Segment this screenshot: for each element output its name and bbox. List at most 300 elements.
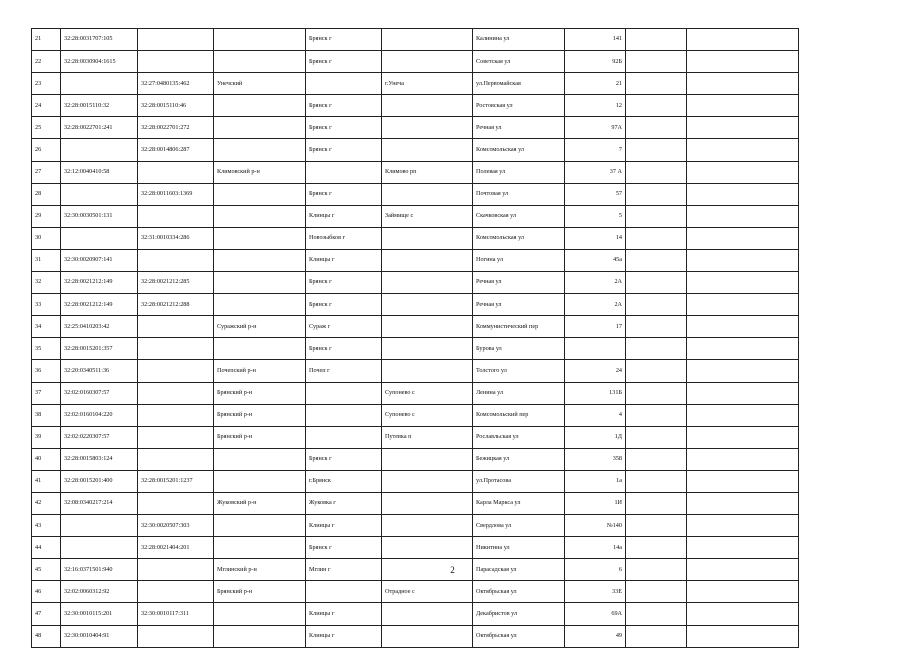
table-cell [687, 316, 799, 338]
table-cell: Отрадное с [382, 581, 473, 603]
table-cell: 33Е [565, 581, 626, 603]
table-cell [138, 426, 214, 448]
table-cell [687, 183, 799, 205]
table-cell: Никитина ул [473, 537, 565, 559]
table-cell: 39 [32, 426, 61, 448]
table-cell: 32:02:0060312:92 [61, 581, 138, 603]
table-cell: Брянск г [306, 95, 382, 117]
table-cell: 32:08:0340217:214 [61, 492, 138, 514]
table-cell: 32:12:0040410:58 [61, 161, 138, 183]
page-number: 2 [450, 565, 455, 575]
table-cell: 131Б [565, 382, 626, 404]
table-cell: Займище с [382, 205, 473, 227]
table-cell: Клинцы г [306, 205, 382, 227]
table-cell: Брянский р-н [214, 426, 306, 448]
table-cell [138, 404, 214, 426]
table-cell [687, 448, 799, 470]
table-cell [626, 272, 687, 294]
table-cell: Брянск г [306, 29, 382, 51]
table-cell: Брянск г [306, 51, 382, 73]
table-cell [214, 95, 306, 117]
table-cell: 32:28:0021212:285 [138, 272, 214, 294]
table-cell: ул.Первомайская [473, 73, 565, 95]
table-cell: 2А [565, 294, 626, 316]
table-cell: 32:30:0030501:131 [61, 205, 138, 227]
table-cell: Суражский р-н [214, 316, 306, 338]
table-cell [138, 205, 214, 227]
table-cell [214, 470, 306, 492]
table-cell: 5 [565, 205, 626, 227]
table-cell [687, 73, 799, 95]
table-cell [687, 51, 799, 73]
table-cell: 40 [32, 448, 61, 470]
table-cell: г.Брянск [306, 470, 382, 492]
table-cell: г.Унеча [382, 73, 473, 95]
table-cell [626, 73, 687, 95]
table-cell [687, 227, 799, 249]
table-cell [382, 139, 473, 161]
table-cell: 32 [32, 272, 61, 294]
table-cell [61, 73, 138, 95]
table-cell: Почтовая ул [473, 183, 565, 205]
table-cell [214, 51, 306, 73]
table-cell: Жуковский р-н [214, 492, 306, 514]
table-row [32, 625, 799, 647]
table-cell: 32:30:0010117:311 [138, 603, 214, 625]
table-cell [382, 272, 473, 294]
table-cell [382, 227, 473, 249]
table-cell: 33 [32, 294, 61, 316]
table-cell: 35 [32, 338, 61, 360]
table-cell [687, 603, 799, 625]
table-cell [626, 51, 687, 73]
table-cell: 38 [32, 404, 61, 426]
table-cell [626, 29, 687, 51]
address-table [31, 28, 799, 648]
table-cell: 47 [32, 603, 61, 625]
table-cell [61, 515, 138, 537]
table-cell [382, 249, 473, 271]
table-cell: 45а [565, 249, 626, 271]
table-row [32, 183, 799, 205]
table-cell [687, 205, 799, 227]
table-cell [382, 448, 473, 470]
table-cell: Супонево с [382, 382, 473, 404]
table-cell [138, 51, 214, 73]
table-cell [626, 470, 687, 492]
table-cell [626, 227, 687, 249]
table-row [32, 581, 799, 603]
table-row [32, 294, 799, 316]
table-cell [214, 294, 306, 316]
table-cell: 57 [565, 183, 626, 205]
table-cell: ул.Протасова [473, 470, 565, 492]
table-row [32, 515, 799, 537]
table-cell [626, 382, 687, 404]
table-cell [214, 205, 306, 227]
table-cell [214, 338, 306, 360]
table-row [32, 227, 799, 249]
table-row [32, 470, 799, 492]
table-cell [626, 492, 687, 514]
table-cell: 32:02:0220307:57 [61, 426, 138, 448]
table-cell: Брянск г [306, 294, 382, 316]
table-cell: 37 А [565, 161, 626, 183]
table-cell [214, 448, 306, 470]
table-cell [382, 338, 473, 360]
table-cell: 25 [32, 117, 61, 139]
table-cell: Парасадская ул [473, 559, 565, 581]
table-cell: Ленина ул [473, 382, 565, 404]
table-cell: 2А [565, 272, 626, 294]
table-cell: Брянский р-н [214, 581, 306, 603]
table-cell [687, 625, 799, 647]
table-row [32, 492, 799, 514]
table-cell: 32:02:0160104:220 [61, 404, 138, 426]
table-cell [306, 426, 382, 448]
table-cell [626, 537, 687, 559]
table-cell: 49 [565, 625, 626, 647]
table-cell [626, 161, 687, 183]
table-row [32, 29, 799, 51]
table-cell: Комсомольская ул [473, 227, 565, 249]
table-row [32, 161, 799, 183]
table-cell: 32:28:0015201:357 [61, 338, 138, 360]
table-row [32, 603, 799, 625]
table-cell: 21 [32, 29, 61, 51]
table-cell: Сураж г [306, 316, 382, 338]
table-cell: Клинцы г [306, 515, 382, 537]
table-cell: Брянск г [306, 537, 382, 559]
table-cell [687, 360, 799, 382]
table-cell: Клинцы г [306, 625, 382, 647]
table-row [32, 73, 799, 95]
table-cell [687, 338, 799, 360]
table-cell: 14 [565, 227, 626, 249]
table-cell [626, 183, 687, 205]
table-cell [61, 139, 138, 161]
table-row [32, 316, 799, 338]
table-cell [687, 294, 799, 316]
table-cell [626, 625, 687, 647]
table-cell: Почепский р-н [214, 360, 306, 382]
table-body [32, 29, 799, 648]
table-cell [138, 249, 214, 271]
table-cell: 32:16:0371501:940 [61, 559, 138, 581]
table-cell: 32:28:0014806:287 [138, 139, 214, 161]
table-cell [61, 183, 138, 205]
table-cell [306, 382, 382, 404]
table-cell: Брянск г [306, 117, 382, 139]
table-cell: 92Б [565, 51, 626, 73]
table-cell: 32:28:0015110:32 [61, 95, 138, 117]
table-cell: 32:20:0340511:36 [61, 360, 138, 382]
table-cell: Речная ул [473, 294, 565, 316]
table-row [32, 272, 799, 294]
table-cell [214, 537, 306, 559]
table-row [32, 382, 799, 404]
table-cell [626, 603, 687, 625]
table-cell: Мглинский р-н [214, 559, 306, 581]
table-cell: Свердлова ул [473, 515, 565, 537]
table-cell [382, 492, 473, 514]
table-cell [687, 515, 799, 537]
table-cell: 7 [565, 139, 626, 161]
table-cell: 1а [565, 470, 626, 492]
table-cell: Брянский р-н [214, 382, 306, 404]
table-cell: Комсомольский пер [473, 404, 565, 426]
table-cell: Речная ул [473, 117, 565, 139]
table-cell: 17 [565, 316, 626, 338]
table-cell: 32:30:0010115:201 [61, 603, 138, 625]
table-cell [382, 51, 473, 73]
table-row [32, 95, 799, 117]
table-cell [626, 117, 687, 139]
table-cell [61, 227, 138, 249]
table-cell: 34 [32, 316, 61, 338]
table-cell: 32:28:0015110:46 [138, 95, 214, 117]
table-cell: 14а [565, 537, 626, 559]
table-cell: №140 [565, 515, 626, 537]
table-cell: Брянск г [306, 448, 382, 470]
table-cell [382, 470, 473, 492]
table-row [32, 537, 799, 559]
table-cell: 32:28:0011603:1369 [138, 183, 214, 205]
table-cell: 97А [565, 117, 626, 139]
table-cell [138, 492, 214, 514]
table-cell: 36 [32, 360, 61, 382]
table-cell [138, 625, 214, 647]
table-cell [382, 316, 473, 338]
table-row [32, 249, 799, 271]
table-cell [382, 294, 473, 316]
table-cell [626, 139, 687, 161]
table-cell: 32:28:0021212:149 [61, 272, 138, 294]
table-cell [214, 603, 306, 625]
table-cell [626, 404, 687, 426]
table-cell: Брянск г [306, 183, 382, 205]
table-cell [138, 316, 214, 338]
table-cell: Жуковка г [306, 492, 382, 514]
table-cell: 22 [32, 51, 61, 73]
table-row [32, 360, 799, 382]
table-cell [214, 625, 306, 647]
table-cell [382, 360, 473, 382]
table-cell: Скачковская ул [473, 205, 565, 227]
table-cell: 32:02:0160307:57 [61, 382, 138, 404]
table-cell [214, 272, 306, 294]
table-cell [382, 603, 473, 625]
table-cell: 46 [32, 581, 61, 603]
table-cell: 32:30:0020507:303 [138, 515, 214, 537]
table-cell [138, 448, 214, 470]
table-cell [687, 470, 799, 492]
table-cell [214, 249, 306, 271]
table-cell [687, 404, 799, 426]
table-cell: Октябрьская ул [473, 625, 565, 647]
table-cell [687, 249, 799, 271]
table-cell [382, 29, 473, 51]
table-cell [61, 537, 138, 559]
table-cell: 32:28:0031707:105 [61, 29, 138, 51]
table-cell: 28 [32, 183, 61, 205]
table-cell: 141 [565, 29, 626, 51]
table-cell [687, 426, 799, 448]
table-cell: 37 [32, 382, 61, 404]
table-cell [138, 382, 214, 404]
table-cell [565, 338, 626, 360]
table-cell: Мглин г [306, 559, 382, 581]
table-cell: 43 [32, 515, 61, 537]
table-cell: Почеп г [306, 360, 382, 382]
table-cell: 32:28:0030904:1615 [61, 51, 138, 73]
table-cell [138, 360, 214, 382]
table-cell [382, 117, 473, 139]
table-cell: Брянск г [306, 272, 382, 294]
table-cell: Клинцы г [306, 249, 382, 271]
table-cell: 32:30:0010404:91 [61, 625, 138, 647]
table-cell: 32:28:0015201:400 [61, 470, 138, 492]
table-cell [138, 581, 214, 603]
table-cell: Брянск г [306, 338, 382, 360]
table-cell: 1И [565, 492, 626, 514]
table-cell [138, 338, 214, 360]
table-cell [687, 581, 799, 603]
table-cell [687, 382, 799, 404]
table-cell [687, 117, 799, 139]
table-cell [626, 448, 687, 470]
table-cell: 24 [565, 360, 626, 382]
table-cell: Комсомольская ул [473, 139, 565, 161]
table-cell [687, 492, 799, 514]
table-cell [626, 249, 687, 271]
table-cell: Унечский [214, 73, 306, 95]
table-cell [214, 29, 306, 51]
table-cell [687, 95, 799, 117]
table-cell [138, 29, 214, 51]
table-cell [626, 515, 687, 537]
table-cell: 41 [32, 470, 61, 492]
table-cell: 32:28:0021212:288 [138, 294, 214, 316]
table-cell: Декабристов ул [473, 603, 565, 625]
table-cell: 32:28:0015803:124 [61, 448, 138, 470]
table-cell: Полевая ул [473, 161, 565, 183]
table-cell: Коммунистический пер [473, 316, 565, 338]
table-cell: 69А [565, 603, 626, 625]
table-row [32, 448, 799, 470]
table-cell: Климово рп [382, 161, 473, 183]
table-cell: 358 [565, 448, 626, 470]
table-cell: 32:25:0410203:42 [61, 316, 138, 338]
table-cell: Рославльская ул [473, 426, 565, 448]
table-cell: 30 [32, 227, 61, 249]
table-cell [687, 161, 799, 183]
table-cell [306, 73, 382, 95]
table-cell: 4 [565, 404, 626, 426]
table-cell: Ростовская ул [473, 95, 565, 117]
table-cell: Новозыбков г [306, 227, 382, 249]
table-cell: 32:28:0021212:149 [61, 294, 138, 316]
table-cell [687, 29, 799, 51]
table-cell [214, 139, 306, 161]
table-row [32, 139, 799, 161]
table-cell: Речная ул [473, 272, 565, 294]
table-cell: 21 [565, 73, 626, 95]
table-cell: Клинцы г [306, 603, 382, 625]
table-cell: 1Д [565, 426, 626, 448]
table-cell: 32:31:0010334:286 [138, 227, 214, 249]
table-cell: 45 [32, 559, 61, 581]
table-cell: 27 [32, 161, 61, 183]
table-cell: Советская ул [473, 51, 565, 73]
table-cell: Бежицкая ул [473, 448, 565, 470]
table-cell [687, 537, 799, 559]
table-cell: Климовский р-н [214, 161, 306, 183]
table-cell [687, 139, 799, 161]
table-row [32, 404, 799, 426]
table-cell: 31 [32, 249, 61, 271]
table-cell: Брянск г [306, 139, 382, 161]
table-cell: 6 [565, 559, 626, 581]
table-cell: Толстого ул [473, 360, 565, 382]
table-cell [626, 294, 687, 316]
table-cell: 44 [32, 537, 61, 559]
table-cell [687, 272, 799, 294]
table-cell: Октябрьская ул [473, 581, 565, 603]
table-row [32, 426, 799, 448]
table-cell [306, 404, 382, 426]
table-cell [626, 581, 687, 603]
table-cell [306, 581, 382, 603]
table-cell: 48 [32, 625, 61, 647]
table-row [32, 51, 799, 73]
table-cell: Ногина ул [473, 249, 565, 271]
table-cell: 24 [32, 95, 61, 117]
table-cell: 32:28:0022701:272 [138, 117, 214, 139]
table-cell [306, 161, 382, 183]
table-cell: 32:30:0020907:141 [61, 249, 138, 271]
table-row [32, 117, 799, 139]
table-cell: Бурова ул [473, 338, 565, 360]
table-cell: Путевка п [382, 426, 473, 448]
table-cell [626, 95, 687, 117]
table-cell [382, 515, 473, 537]
table-cell: 23 [32, 73, 61, 95]
table-cell [214, 117, 306, 139]
table-cell [382, 95, 473, 117]
table-row [32, 338, 799, 360]
table-cell [382, 537, 473, 559]
table-cell: Калинина ул [473, 29, 565, 51]
table-cell [626, 360, 687, 382]
table-cell [214, 183, 306, 205]
table-cell: 32:28:0021404:201 [138, 537, 214, 559]
table-cell [138, 161, 214, 183]
table-cell: 12 [565, 95, 626, 117]
table-cell [214, 227, 306, 249]
table-cell: 32:28:0022701:241 [61, 117, 138, 139]
table-cell: 32:27:0480135:462 [138, 73, 214, 95]
table-cell: 29 [32, 205, 61, 227]
table-cell [626, 316, 687, 338]
table-cell [382, 625, 473, 647]
table-cell [626, 426, 687, 448]
table-row [32, 205, 799, 227]
table-cell: 26 [32, 139, 61, 161]
table-cell: Брянский р-н [214, 404, 306, 426]
table-cell: Супонево с [382, 404, 473, 426]
table-cell [382, 183, 473, 205]
